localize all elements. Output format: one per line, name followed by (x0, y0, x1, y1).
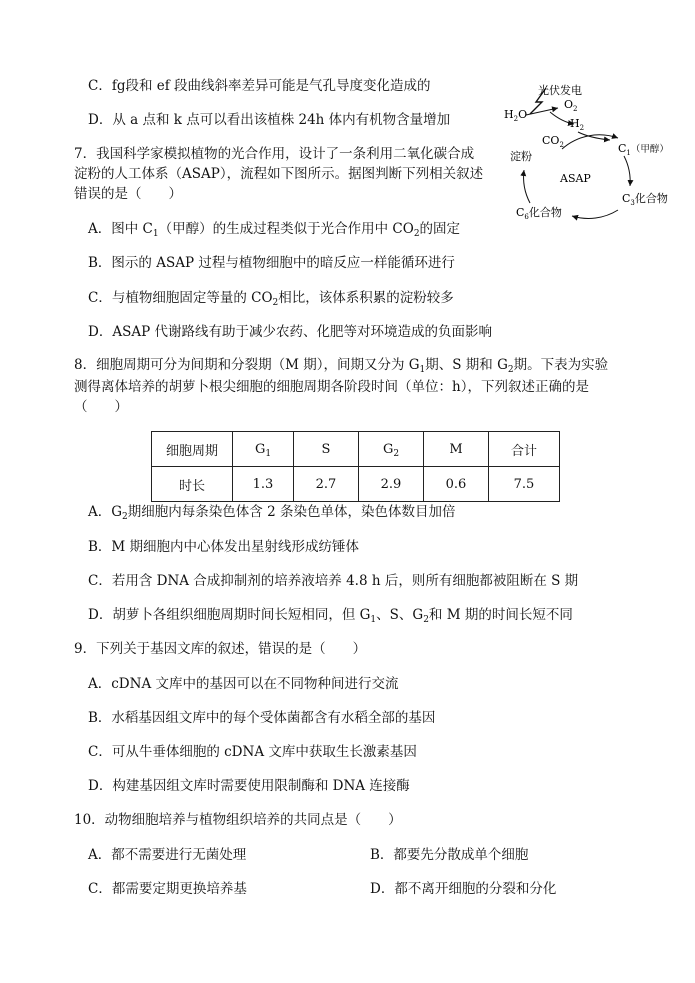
q8-option-a: A．$G_2$期细胞内每条染色体含 2 条染色单体，染色体数目加倍 (88, 504, 456, 522)
q7-option-a: A．图中 $C_1$（甲醇）的生成过程类似于光合作用中 $CO_2$的固定 (88, 221, 461, 239)
q8-stem-line-2: 测得离体培养的胡萝卜根尖细胞的细胞周期各阶段时间（单位：h），下列叙述正确的是 (74, 379, 589, 395)
asap-diagram (500, 78, 680, 238)
table-row (152, 467, 560, 502)
c1-label: $C_1$（甲醇） (618, 142, 669, 157)
q10-option-c: C．都需要定期更换培养基 (88, 881, 247, 897)
q7-option-b: B．图示的 ASAP 过程与植物细胞中的暗反应一样能循环进行 (88, 255, 455, 271)
table-cell: 时长 (152, 467, 233, 502)
table-header-row (152, 432, 560, 467)
co2-label: $CO_2$ (542, 134, 564, 149)
q7-stem-line-3: 错误的是（ ） (74, 186, 182, 202)
table-header-cell: S (294, 432, 359, 467)
q8-option-d: D．胡萝卜各组织细胞周期时间长短相同，但 $G_1$、S、$G_2$和 M 期的时间长短不同 (88, 607, 573, 625)
cell-cycle-table (151, 431, 560, 502)
arrow-c1-to-c3 (624, 156, 630, 186)
table-header-cell: $G_1$ (233, 432, 294, 467)
table-cell: 1.3 (233, 467, 294, 502)
h2-label: $H_2$ (570, 117, 585, 132)
arrow-h2-to-c1 (578, 132, 610, 140)
pv-label: 光伏发电 (538, 84, 582, 97)
q7-stem-line-1: 7．我国科学家模拟植物的光合作用，设计了一条利用二氧化碳合成 (74, 146, 475, 162)
q10-stem: 10．动物细胞培养与植物组织培养的共同点是（ ） (74, 812, 402, 828)
q9-option-a: A．cDNA 文库中的基因可以在不同物种间进行交流 (88, 676, 399, 692)
arrow-c6-to-starch (524, 170, 530, 203)
q8-stem-line-1: 8．细胞周期可分为间期和分裂期（M 期），间期又分为 $G_1$期、S 期和 $G_2$期。下表为实验 (74, 357, 609, 375)
table-header-cell: 合计 (489, 432, 560, 467)
table-header-cell: $G_2$ (359, 432, 424, 467)
q8-option-b: B．M 期细胞内中心体发出星射线形成纺锤体 (88, 539, 360, 555)
q8-option-c: C．若用含 DNA 合成抑制剂的培养液培养 4.8 h 后，则所有细胞都被阻断在 S 期 (88, 573, 579, 589)
c6-label: $C_6$化合物 (516, 206, 562, 221)
table-header-cell: 细胞周期 (152, 432, 233, 467)
asap-center-label: ASAP (560, 172, 591, 185)
c3-label: $C_3$化合物 (622, 192, 668, 207)
table-cell: 2.7 (294, 467, 359, 502)
q7-stem-line-2: 淀粉的人工体系（ASAP），流程如下图所示。据图判断下列相关叙述 (74, 166, 484, 182)
q10-option-a: A．都不需要进行无菌处理 (88, 847, 247, 863)
q9-stem: 9．下列关于基因文库的叙述，错误的是（ ） (74, 641, 367, 657)
table-cell: 2.9 (359, 467, 424, 502)
table-header-cell: M (424, 432, 489, 467)
starch-label: 淀粉 (510, 150, 532, 163)
q9-option-d: D．构建基因组文库时需要使用限制酶和 DNA 连接酶 (88, 778, 410, 794)
q10-option-b: B．都要先分散成单个细胞 (370, 847, 529, 863)
o2-label: $O_2$ (564, 98, 578, 113)
q8-stem-line-3: （ ） (74, 399, 128, 415)
h2o-label: $H_2O$ (504, 108, 528, 123)
table-cell: 7.5 (489, 467, 560, 502)
q7-option-d: D．ASAP 代谢路线有助于减少农药、化肥等对环境造成的负面影响 (88, 324, 492, 340)
table-cell: 0.6 (424, 467, 489, 502)
q10-option-d: D．都不离开细胞的分裂和分化 (370, 881, 557, 897)
q9-option-b: B．水稻基因组文库中的每个受体菌都含有水稻全部的基因 (88, 710, 436, 726)
arrow-c3-to-c6 (572, 210, 618, 218)
q6-option-d: D．从 a 点和 k 点可以看出该植株 24h 体内有机物含量增加 (88, 112, 451, 128)
q7-option-c: C．与植物细胞固定等量的 $CO_2$相比，该体系积累的淀粉较多 (88, 290, 454, 308)
q9-option-c: C．可从牛垂体细胞的 cDNA 文库中获取生长激素基因 (88, 744, 417, 760)
q6-option-c: C．fg段和 ef 段曲线斜率差异可能是气孔导度变化造成的 (88, 78, 431, 94)
